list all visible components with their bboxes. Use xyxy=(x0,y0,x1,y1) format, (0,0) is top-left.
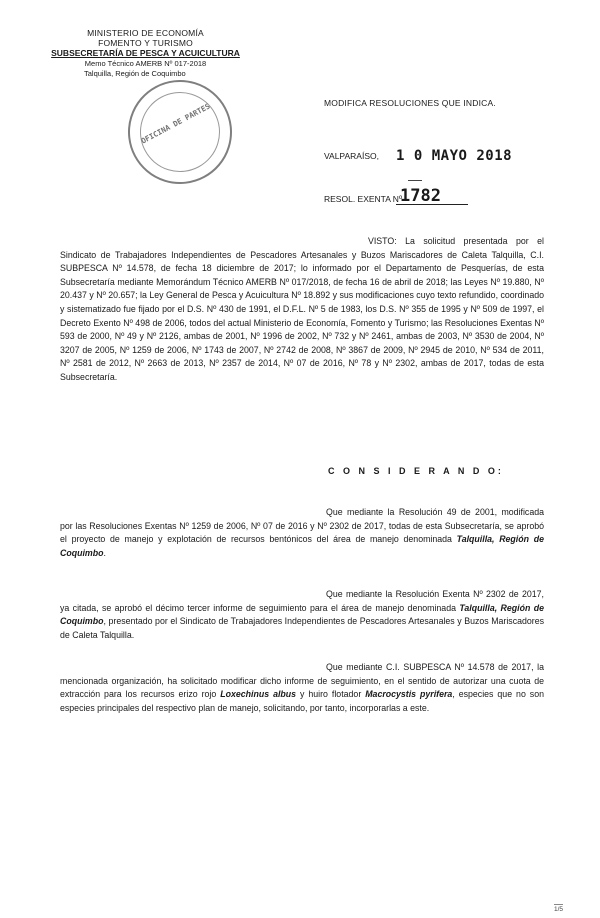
resolution-number: 1782 xyxy=(400,186,441,206)
species-loxechinus: Loxechinus albus xyxy=(220,689,297,700)
visto-paragraph xyxy=(60,235,544,385)
species-macrocystis: Macrocystis pyrifera xyxy=(365,689,453,700)
header-subsecretaria: SUBSECRETARÍA DE PESCA Y ACUICULTURA xyxy=(51,48,240,58)
p2-text: Que mediante la Resolución Exenta Nº 2302 de 2017, ya citada, se aprobó el décimo tercer informe de seguimiento para el área de manejo denominada xyxy=(60,589,544,613)
p2-end: , presentado por el Sindicato de Trabajadores Independientes de Pescadores Artesanales y Buzos Mariscadores de Caleta Talquilla. xyxy=(60,616,544,640)
considerando-paragraph-1 xyxy=(60,506,544,560)
p1-text: Que mediante la Resolución 49 de 2001, modificada por las Resoluciones Exentas Nº 1259 de 2006, Nº 07 de 2016 y Nº 2302 de 2017, todas de esta Subsecretaría, se aprobó el proyecto de manejo y explotación de recursos bentónicos del área de manejo denominada xyxy=(60,507,544,545)
document-matter: MODIFICA RESOLUCIONES QUE INDICA. xyxy=(324,98,496,108)
visto-text: La solicitud presentada por el Sindicato de Trabajadores Independientes de Pescadores Artesanales y Buzos Mariscadores de Caleta Talquilla, C.I. SUBPESCA Nº 14.578, de fecha 18 diciembre de 2017; lo informado por el Departamento de Pesquerías, de esta Subsecretaría mediante Memorándum Técnico AMERB Nº 017/2018, de fecha 16 de abril de 2018; las Leyes Nº 19.880, Nº 20.437 y Nº 20.657; la Ley General de Pesca y Acuicultura Nº 18.892 y sus modificaciones cuyo texto refundido, coordinado y sistematizado fue fijado por el D.S. Nº 430 de 1991, el D.F.L. Nº 5 de 1983, los D.S. Nº 355 de 1995 y Nº 509 de 1997, el Decreto Exento Nº 498 de 2006, todos del actual Ministerio de Economía, Fomento y Turismo; las Resoluciones Exentas Nº 593 de 2000, Nº 49 y Nº 2126, ambas de 2001, Nº 1996 de 2002, Nº 732 y Nº 2461, ambas de 2003, Nº 3530 de 2004, Nº 3207 de 2005, Nº 1259 de 2006, Nº 1743 de 2007, Nº 2742 de 2008, Nº 3867 de 2009, Nº 2945 de 2010, Nº 534 de 2011, Nº 2581 de 2012, Nº 2663 de 2013, Nº 2357 de 2014, Nº 07 de 2016, Nº 78 y Nº 2302, ambas de 2017, todas de esta Subsecretaría. xyxy=(60,236,544,382)
date-stamp: 1 0 MAYO 2018 xyxy=(396,148,513,164)
visto-lead: VISTO: xyxy=(368,236,397,246)
resolution-row xyxy=(324,186,544,208)
place-label: VALPARAÍSO, xyxy=(324,151,379,161)
resolution-label: RESOL. EXENTA Nº xyxy=(324,194,403,204)
considerando-heading: C O N S I D E R A N D O: xyxy=(328,466,504,476)
place-date-row xyxy=(324,148,544,168)
header-location: Talquilla, Región de Coquimbo xyxy=(84,69,186,78)
ministry-header xyxy=(48,28,243,79)
p2-area-name: Talquilla, Región de Coquimbo xyxy=(60,602,544,627)
considerando-paragraph-2 xyxy=(60,588,544,642)
header-ministry-cont: FOMENTO Y TURISMO xyxy=(98,38,193,48)
office-stamp xyxy=(110,62,251,203)
p3-mid: y huiro flotador xyxy=(296,689,366,700)
p1-end: . xyxy=(103,547,106,558)
resolution-underline xyxy=(396,204,468,205)
p3-text: Que mediante C.I. SUBPESCA Nº 14.578 de 2017, la mencionada organización, ha solicitado modificar dicho informe de seguimiento, en el sentido de autorizar una cuota de extracción para los recursos erizo rojo xyxy=(60,662,544,700)
considerando-paragraph-3 xyxy=(60,661,544,715)
resolution-dash xyxy=(408,180,422,181)
p3-end: , especies que no son especies principales del respectivo plan de manejo, solicitando, por tanto, incorporarlas a este. xyxy=(60,689,544,713)
stamp-text: OFICINA DE PARTES xyxy=(139,101,212,146)
page-folio: 1/5 xyxy=(554,906,564,913)
header-ministry: MINISTERIO DE ECONOMÍA xyxy=(87,28,204,38)
header-memo: Memo Técnico AMERB Nº 017-2018 xyxy=(84,59,207,68)
p1-area-name: Talquilla, Región de Coquimbo xyxy=(60,534,544,558)
